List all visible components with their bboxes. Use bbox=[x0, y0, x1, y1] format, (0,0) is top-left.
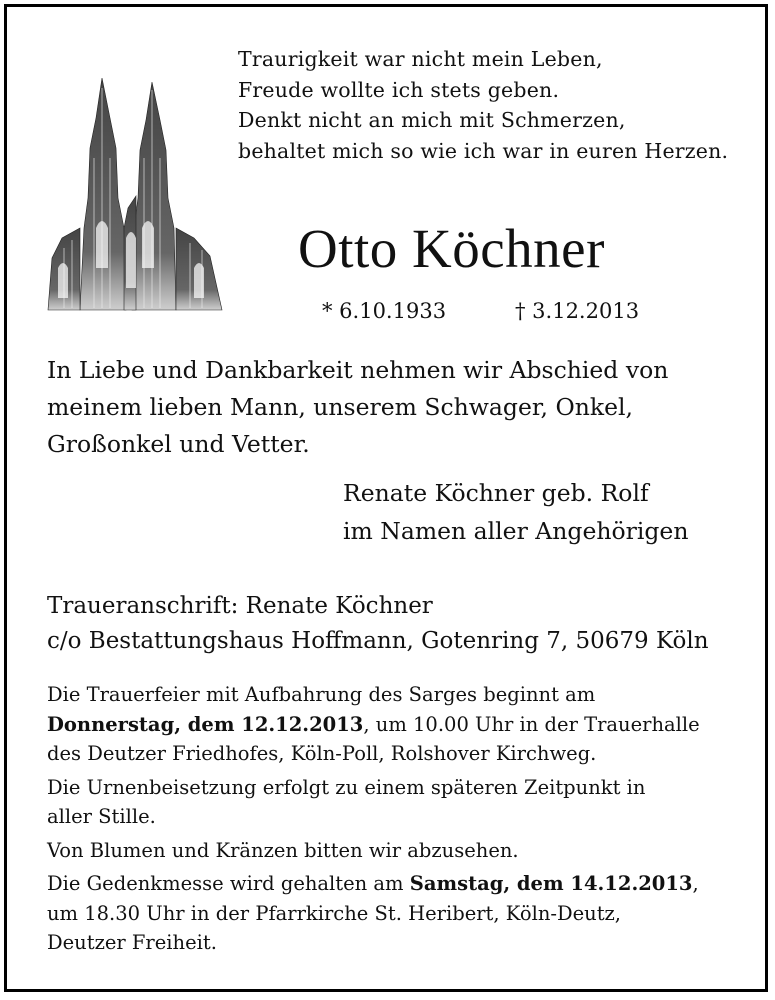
poem-line: behaltet mich so wie ich war in euren Herzen. bbox=[238, 138, 729, 163]
farewell-line: In Liebe und Dankbarkeit nehmen wir Abschied von bbox=[47, 356, 669, 384]
mourners-signature bbox=[343, 474, 688, 550]
ceremony-line: des Deutzer Friedhofes, Köln-Poll, Rolshover Kirchweg. bbox=[47, 742, 597, 765]
mass-line: um 18.30 Uhr in der Pfarrkirche St. Heribert, Köln-Deutz, bbox=[47, 901, 622, 925]
address-line: Traueranschrift: Renate Köchner bbox=[47, 593, 433, 619]
poem-line: Traurigkeit war nicht mein Leben, bbox=[238, 47, 603, 71]
address-line: c/o Bestattungshaus Hoffmann, Gotenring 7, 50679 Köln bbox=[47, 628, 709, 654]
mass-line bbox=[47, 869, 747, 899]
ceremony-time: , um 10.00 Uhr in der Trauerhalle bbox=[363, 712, 700, 736]
memorial-poem bbox=[238, 44, 758, 166]
mass-date: Samstag, dem 14.12.2013 bbox=[409, 872, 693, 895]
mass-comma: , bbox=[692, 872, 699, 895]
birth-date: * 6.10.1933 bbox=[322, 299, 447, 323]
mass-intro: Die Gedenkmesse wird gehalten am bbox=[47, 872, 410, 895]
signature-on-behalf: im Namen aller Angehörigen bbox=[343, 517, 689, 545]
urn-line: Die Urnenbeisetzung erfolgt zu einem späteren Zeitpunkt in bbox=[47, 775, 646, 799]
farewell-line: Großonkel und Vetter. bbox=[47, 430, 310, 458]
ceremony-line bbox=[47, 710, 747, 740]
signature-name: Renate Köchner geb. Rolf bbox=[343, 479, 649, 507]
poem-line: Freude wollte ich stets geben. bbox=[238, 77, 560, 102]
farewell-line: meinem lieben Mann, unserem Schwager, Onkel, bbox=[47, 393, 634, 421]
urn-line: aller Stille. bbox=[47, 805, 156, 828]
poem-line: Denkt nicht an mich mit Schmerzen, bbox=[238, 108, 626, 132]
farewell-text bbox=[47, 352, 747, 463]
death-date: † 3.12.2013 bbox=[515, 299, 640, 323]
ceremony-line: Die Trauerfeier mit Aufbahrung des Sarges beginnt am bbox=[47, 683, 596, 706]
mourning-address bbox=[47, 589, 709, 659]
ceremony-date: Donnerstag, dem 12.12.2013 bbox=[47, 712, 364, 736]
flowers-line: Von Blumen und Kränzen bitten wir abzusehen. bbox=[47, 838, 519, 862]
cologne-cathedral-icon bbox=[44, 78, 228, 318]
funeral-details bbox=[47, 676, 747, 962]
mass-line: Deutzer Freiheit. bbox=[47, 931, 217, 954]
deceased-name: Otto Köchner bbox=[298, 218, 605, 279]
